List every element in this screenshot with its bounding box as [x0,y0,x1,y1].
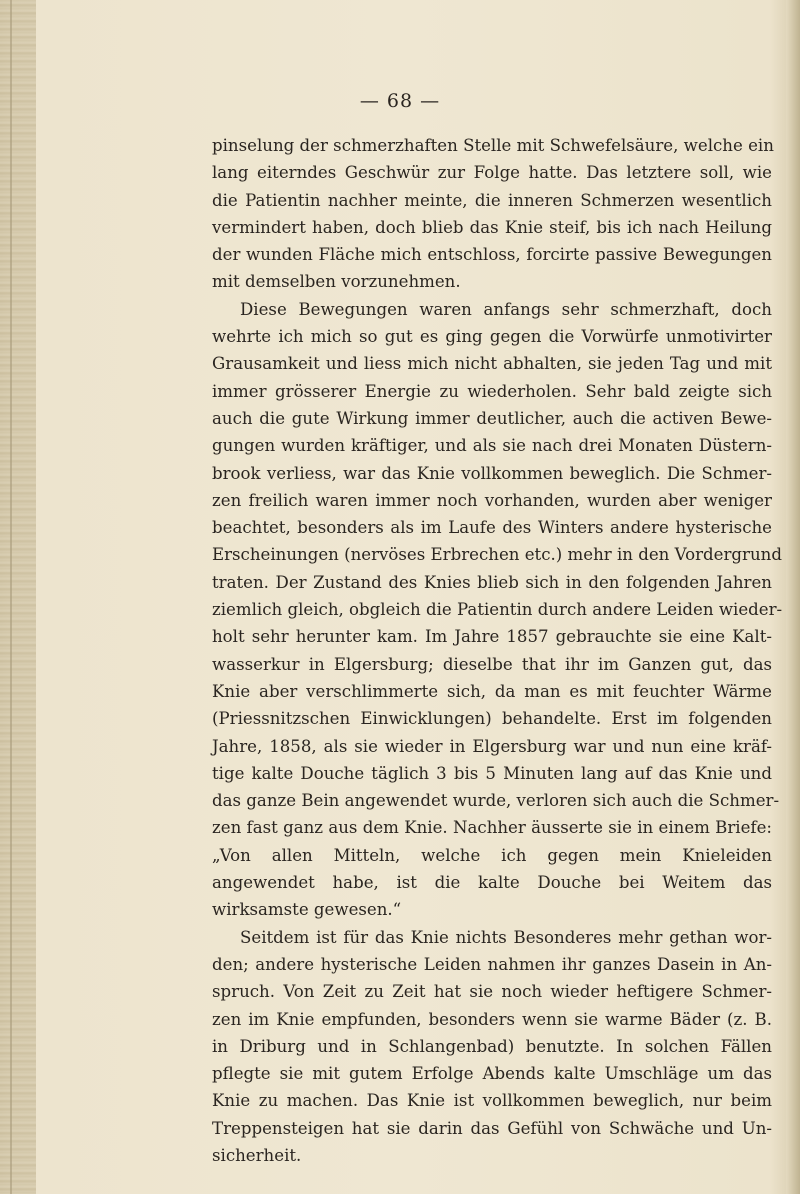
text-line: gungen wurden kräftiger, und als sie nach drei Monaten Düstern- [212,436,772,456]
text-line: zen fast ganz aus dem Knie. Nachher äusserte sie in einem Briefe: [212,818,772,838]
text-line: wasserkur in Elgersburg; dieselbe that ihr im Ganzen gut, das [212,654,772,674]
text-line: wirksamste gewesen.“ [212,900,402,920]
page-number: — 68 — [359,90,441,112]
page-edge-shadow [786,0,800,1194]
text-line: ziemlich gleich, obgleich die Patientin durch andere Leiden wieder- [212,600,783,620]
text-line: Diese Bewegungen waren anfangs sehr schmerzhaft, doch [240,299,772,319]
binding-shadow-line [10,0,12,1194]
text-line: die Patientin nachher meinte, die inneren Schmerzen wesentlich [212,190,772,210]
text-line: zen im Knie empfunden, besonders wenn sie warme Bäder (z. B. [212,1009,772,1029]
text-line: Erscheinungen (nervöses Erbrechen etc.) mehr in den Vordergrund [212,545,782,565]
text-line: beachtet, besonders als im Laufe des Winters andere hysterische [212,518,772,538]
text-line: sicherheit. [212,1145,302,1165]
text-line: pinselung der schmerzhaften Stelle mit Schwefelsäure, welche ein [212,136,774,155]
text-line: „Von allen Mitteln, welche ich gegen mein Knieleiden [212,845,772,865]
text-line: angewendet habe, ist die kalte Douche bei Weitem das [212,873,772,893]
body-text [212,132,783,1169]
text-line: pflegte sie mit gutem Erfolge Abends kalte Umschläge um das [212,1064,772,1084]
binding-gutter [0,0,36,1194]
text-line: vermindert haben, doch blieb das Knie steif, bis ich nach Heilung [212,217,772,237]
text-line: immer grösserer Energie zu wiederholen. Sehr bald zeigte sich [212,381,772,401]
text-line: brook verliess, war das Knie vollkommen beweglich. Die Schmer- [212,463,772,483]
text-line: das ganze Bein angewendet wurde, verloren sich auch die Schmer- [212,791,780,811]
text-line: holt sehr herunter kam. Im Jahre 1857 gebrauchte sie eine Kalt- [212,627,772,647]
text-line: der wunden Fläche mich entschloss, forcirte passive Bewegungen [212,245,772,265]
text-line: mit demselben vorzunehmen. [212,272,461,292]
text-line: den; andere hysterische Leiden nahmen ihr ganzes Dasein in An- [212,954,772,974]
text-line: in Driburg und in Schlangenbad) benutzte. In solchen Fällen [212,1036,772,1056]
text-line: zen freilich waren immer noch vorhanden, wurden aber weniger [212,490,772,510]
text-line: wehrte ich mich so gut es ging gegen die Vorwürfe unmotivirter [212,327,772,347]
text-line: auch die gute Wirkung immer deutlicher, auch die activen Bewe- [212,408,772,428]
text-line: Seitdem ist für das Knie nichts Besonderes mehr gethan wor- [240,927,772,947]
text-line: spruch. Von Zeit zu Zeit hat sie noch wieder heftigere Schmer- [212,982,772,1002]
text-line: Knie zu machen. Das Knie ist vollkommen beweglich, nur beim [212,1091,772,1111]
text-line: Jahre, 1858, als sie wieder in Elgersburg war und nun eine kräf- [212,736,772,756]
text-line: tige kalte Douche täglich 3 bis 5 Minuten lang auf das Knie und [212,763,772,783]
text-line: Knie aber verschlimmerte sich, da man es mit feuchter Wärme [212,681,772,701]
text-line: Grausamkeit und liess mich nicht abhalten, sie jeden Tag und mit [212,354,772,374]
text-line: traten. Der Zustand des Knies blieb sich in den folgenden Jahren [212,572,772,592]
text-line: Treppensteigen hat sie darin das Gefühl von Schwäche und Un- [212,1118,772,1138]
text-line: (Priessnitzschen Einwicklungen) behandelte. Erst im folgenden [212,709,772,729]
text-line: lang eiterndes Geschwür zur Folge hatte. Das letztere soll, wie [212,163,772,183]
